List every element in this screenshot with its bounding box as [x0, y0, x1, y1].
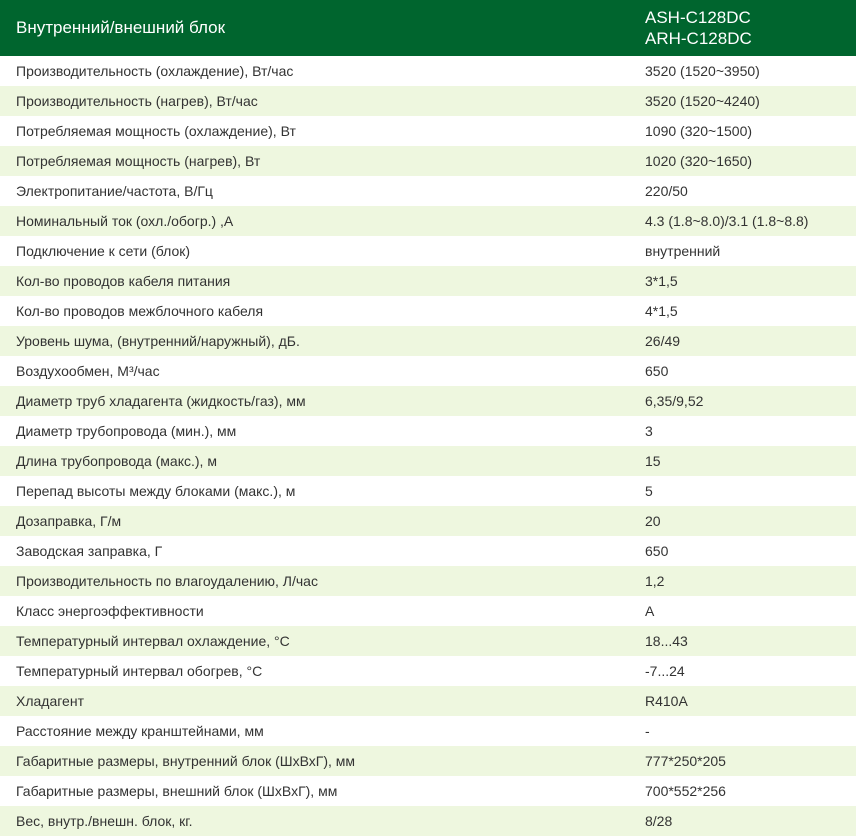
spec-label: Потребляемая мощность (охлаждение), Вт — [0, 116, 630, 146]
table-row — [0, 236, 856, 266]
spec-value: 8/28 — [630, 806, 856, 836]
spec-value: 650 — [630, 536, 856, 566]
spec-value: 3 — [630, 416, 856, 446]
spec-value: внутренний — [630, 236, 856, 266]
table-row — [0, 686, 856, 716]
spec-value: - — [630, 716, 856, 746]
spec-value: 1,2 — [630, 566, 856, 596]
spec-value: 4.3 (1.8~8.0)/3.1 (1.8~8.8) — [630, 206, 856, 236]
table-row — [0, 536, 856, 566]
table-row — [0, 506, 856, 536]
table-row — [0, 326, 856, 356]
model-indoor: ASH-C128DC — [645, 8, 751, 27]
spec-value: 1090 (320~1500) — [630, 116, 856, 146]
spec-label: Кол-во проводов межблочного кабеля — [0, 296, 630, 326]
spec-value: 777*250*205 — [630, 746, 856, 776]
table-row — [0, 476, 856, 506]
spec-label: Производительность по влагоудалению, Л/час — [0, 566, 630, 596]
spec-value: 4*1,5 — [630, 296, 856, 326]
table-row — [0, 56, 856, 86]
header-models — [630, 0, 856, 56]
spec-label: Класс энергоэффективности — [0, 596, 630, 626]
table-row — [0, 146, 856, 176]
table-row — [0, 86, 856, 116]
table-row — [0, 806, 856, 836]
spec-value: R410A — [630, 686, 856, 716]
table-row — [0, 656, 856, 686]
header-row — [0, 0, 856, 56]
spec-label: Габаритные размеры, внутренний блок (ШхВхГ), мм — [0, 746, 630, 776]
spec-value: 3520 (1520~3950) — [630, 56, 856, 86]
spec-label: Производительность (нагрев), Вт/час — [0, 86, 630, 116]
spec-value: 220/50 — [630, 176, 856, 206]
spec-value: -7...24 — [630, 656, 856, 686]
table-row — [0, 716, 856, 746]
spec-label: Заводская заправка, Г — [0, 536, 630, 566]
spec-value: 5 — [630, 476, 856, 506]
spec-label: Перепад высоты между блоками (макс.), м — [0, 476, 630, 506]
table-row — [0, 566, 856, 596]
header-label: Внутренний/внешний блок — [0, 0, 630, 56]
spec-value: 18...43 — [630, 626, 856, 656]
spec-label: Электропитание/частота, В/Гц — [0, 176, 630, 206]
table-row — [0, 116, 856, 146]
spec-label: Расстояние между кранштейнами, мм — [0, 716, 630, 746]
spec-label: Температурный интервал обогрев, °С — [0, 656, 630, 686]
spec-value: 3*1,5 — [630, 266, 856, 296]
spec-value: 1020 (320~1650) — [630, 146, 856, 176]
spec-label: Диаметр трубопровода (мин.), мм — [0, 416, 630, 446]
table-row — [0, 176, 856, 206]
spec-value: 15 — [630, 446, 856, 476]
spec-value: 20 — [630, 506, 856, 536]
spec-value: 6,35/9,52 — [630, 386, 856, 416]
table-row — [0, 626, 856, 656]
table-row — [0, 596, 856, 626]
table-row — [0, 296, 856, 326]
spec-value: A — [630, 596, 856, 626]
table-row — [0, 776, 856, 806]
spec-label: Номинальный ток (охл./обогр.) ,А — [0, 206, 630, 236]
table-row — [0, 416, 856, 446]
spec-label: Кол-во проводов кабеля питания — [0, 266, 630, 296]
spec-value: 650 — [630, 356, 856, 386]
spec-label: Воздухообмен, М³/час — [0, 356, 630, 386]
spec-label: Потребляемая мощность (нагрев), Вт — [0, 146, 630, 176]
table-row — [0, 446, 856, 476]
table-row — [0, 266, 856, 296]
table-row — [0, 386, 856, 416]
model-outdoor: ARH-C128DC — [645, 29, 752, 48]
table-row — [0, 746, 856, 776]
spec-value: 3520 (1520~4240) — [630, 86, 856, 116]
spec-label: Вес, внутр./внешн. блок, кг. — [0, 806, 630, 836]
spec-value: 700*552*256 — [630, 776, 856, 806]
table-row — [0, 206, 856, 236]
spec-label: Производительность (охлаждение), Вт/час — [0, 56, 630, 86]
spec-label: Диаметр труб хладагента (жидкость/газ), мм — [0, 386, 630, 416]
spec-label: Температурный интервал охлаждение, °С — [0, 626, 630, 656]
spec-label: Подключение к сети (блок) — [0, 236, 630, 266]
spec-label: Длина трубопровода (макс.), м — [0, 446, 630, 476]
spec-label: Габаритные размеры, внешний блок (ШхВхГ), мм — [0, 776, 630, 806]
spec-label: Дозаправка, Г/м — [0, 506, 630, 536]
spec-label: Хладагент — [0, 686, 630, 716]
table-row — [0, 356, 856, 386]
spec-value: 26/49 — [630, 326, 856, 356]
spec-label: Уровень шума, (внутренний/наружный), дБ. — [0, 326, 630, 356]
